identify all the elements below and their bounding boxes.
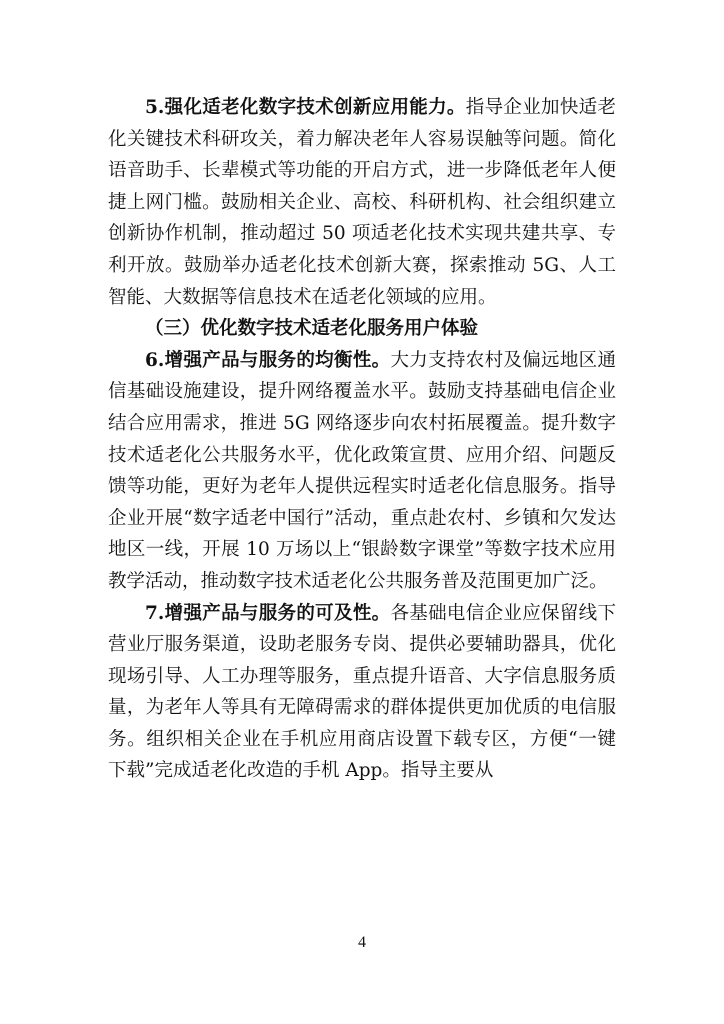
paragraph-5-lead: 5.强化适老化数字技术创新应用能力。 — [145, 97, 466, 118]
page-number: 4 — [358, 934, 366, 951]
section-heading: （三）优化数字技术适老化服务用户体验 — [145, 318, 479, 340]
paragraph-5-text: 指导企业加快适老化关键技术科研攻关，着力解决老年人容易误触等问题。简化语音助手、长辈模式等功能的开启方式，进一步降低老年人便捷上网门槛。鼓励相关企业、高校、科研机构、社会组织建立创新协作机制，推动超过 50 项适老化技术实现共建共享、专利开放。鼓励举办适老化技术创新大赛，探索推动 5G、人工智能、大数据等信息技术在适老化领域的应用。 — [108, 97, 616, 308]
paragraph-6-text: 大力支持农村及偏远地区通信基础设施建设，提升网络覆盖水平。鼓励支持基础电信企业结合应用需求，推进 5G 网络逐步向农村拓展覆盖。提升数字技术适老化公共服务水平，优化政策宣贯、应用介绍、问题反馈等功能，更好为老年人提供远程实时适老化信息服务。指导企业开展“数字适老中国行”活动，重点赴农村、乡镇和欠发达地区一线，开展 10 万场以上“银龄数字课堂”等数字技术应用教学活动，推动数字技术适老化公共服务普及范围更加广泛。 — [108, 349, 616, 592]
paragraph-7-text: 各基础电信企业应保留线下营业厅服务渠道，设助老服务专岗、提供必要辅助器具，优化现场引导、人工办理等服务，重点提升语音、大字信息服务质量，为老年人等具有无障碍需求的群体提供更加优质的电信服务。组织相关企业在手机应用商店设置下载专区，方便“一键下载”完成适老化改造的手机 App。指导主要从 — [108, 602, 616, 782]
paragraph-5 — [108, 92, 616, 313]
paragraph-6-lead: 6.增强产品与服务的均衡性。 — [145, 349, 391, 371]
paragraph-6 — [108, 345, 616, 598]
document-body — [108, 92, 616, 787]
paragraph-7-lead: 7.增强产品与服务的可及性。 — [145, 602, 391, 624]
paragraph-7 — [108, 598, 616, 788]
